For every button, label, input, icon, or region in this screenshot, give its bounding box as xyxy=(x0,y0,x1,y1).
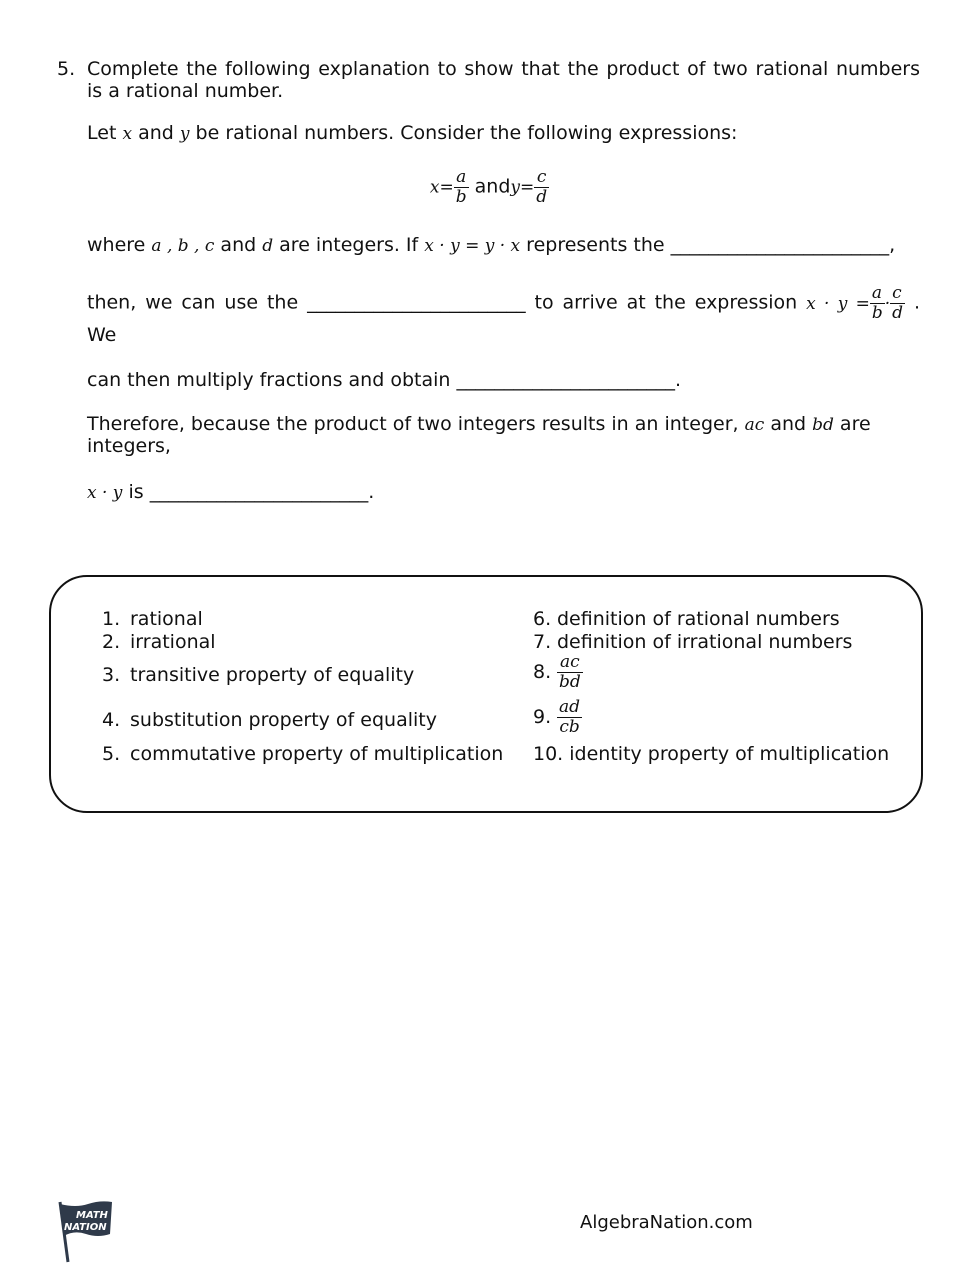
answer-blank-2[interactable]: _______________________ xyxy=(307,291,526,314)
answer-blank-4[interactable]: _______________________ xyxy=(149,481,369,503)
var-x: x xyxy=(122,124,133,144)
commute-expression: x · y = y · x xyxy=(424,236,521,256)
bank-item-6[interactable]: 6. definition of rational numbers xyxy=(533,608,840,630)
we-line: We xyxy=(87,324,117,346)
svg-text:MATH: MATH xyxy=(76,1210,108,1221)
product-expression: x · y = $\frac{a}{b}$ · $\frac{c}{d}$ xyxy=(806,283,904,323)
bank-item-4[interactable]: 4. substitution property of equality xyxy=(102,709,437,731)
question-number: 5. xyxy=(57,58,76,80)
integers-line: integers, xyxy=(87,435,171,457)
word-bank xyxy=(49,575,923,813)
bank-item-1[interactable]: 1. rational xyxy=(102,608,203,630)
bank-item-8[interactable]: 8. $\frac{ac}{bd}$ xyxy=(533,652,581,692)
fraction-c-over-d: $\frac{c}{d}$ xyxy=(536,167,548,207)
bank-item-3[interactable]: 3. transitive property of equality xyxy=(102,664,415,686)
bank-item-2[interactable]: 2. irrational xyxy=(102,631,216,653)
var-y: y xyxy=(179,124,190,144)
bank-item-7[interactable]: 7. definition of irrational numbers xyxy=(533,631,853,653)
svg-text:NATION: NATION xyxy=(64,1222,107,1233)
bank-item-5[interactable]: 5. commutative property of multiplication xyxy=(102,743,504,765)
definition-expressions: x= $\frac{a}{b}$ andy= $\frac{c}{d}$ xyxy=(429,167,548,207)
bank-item-10[interactable]: 10. identity property of multiplication xyxy=(533,743,890,765)
footer-site-name: AlgebraNation.com xyxy=(580,1212,753,1233)
answer-blank-1[interactable]: _______________________ xyxy=(670,234,890,256)
math-nation-flag-logo xyxy=(54,1198,116,1264)
therefore-line: Therefore, because the product of two integers results in an integer, ac and bd are xyxy=(87,413,871,435)
let-line: Let x and y be rational numbers. Consider the following expressions: xyxy=(87,122,738,144)
bank-item-9[interactable]: 9. $\frac{ad}{cb}$ xyxy=(533,697,581,737)
question-prompt: Complete the following explanation to show that the product of two rational numbers is a rational number. xyxy=(87,58,920,102)
conclusion-line: x · y is _______________________. xyxy=(87,481,375,503)
then-line: then, we can use the _______________________ to arrive at the expression x · y = $\frac{a}{b}$ · $\frac{c}{d}$ . xyxy=(87,283,921,323)
where-line: where a , b , c and d are integers. If x · y = y · x represents the _______________________, xyxy=(87,234,896,256)
fraction-a-over-b: $\frac{a}{b}$ xyxy=(455,167,467,207)
answer-blank-3[interactable]: _______________________ xyxy=(456,369,675,391)
multiply-line: can then multiply fractions and obtain _______________________. xyxy=(87,369,682,391)
